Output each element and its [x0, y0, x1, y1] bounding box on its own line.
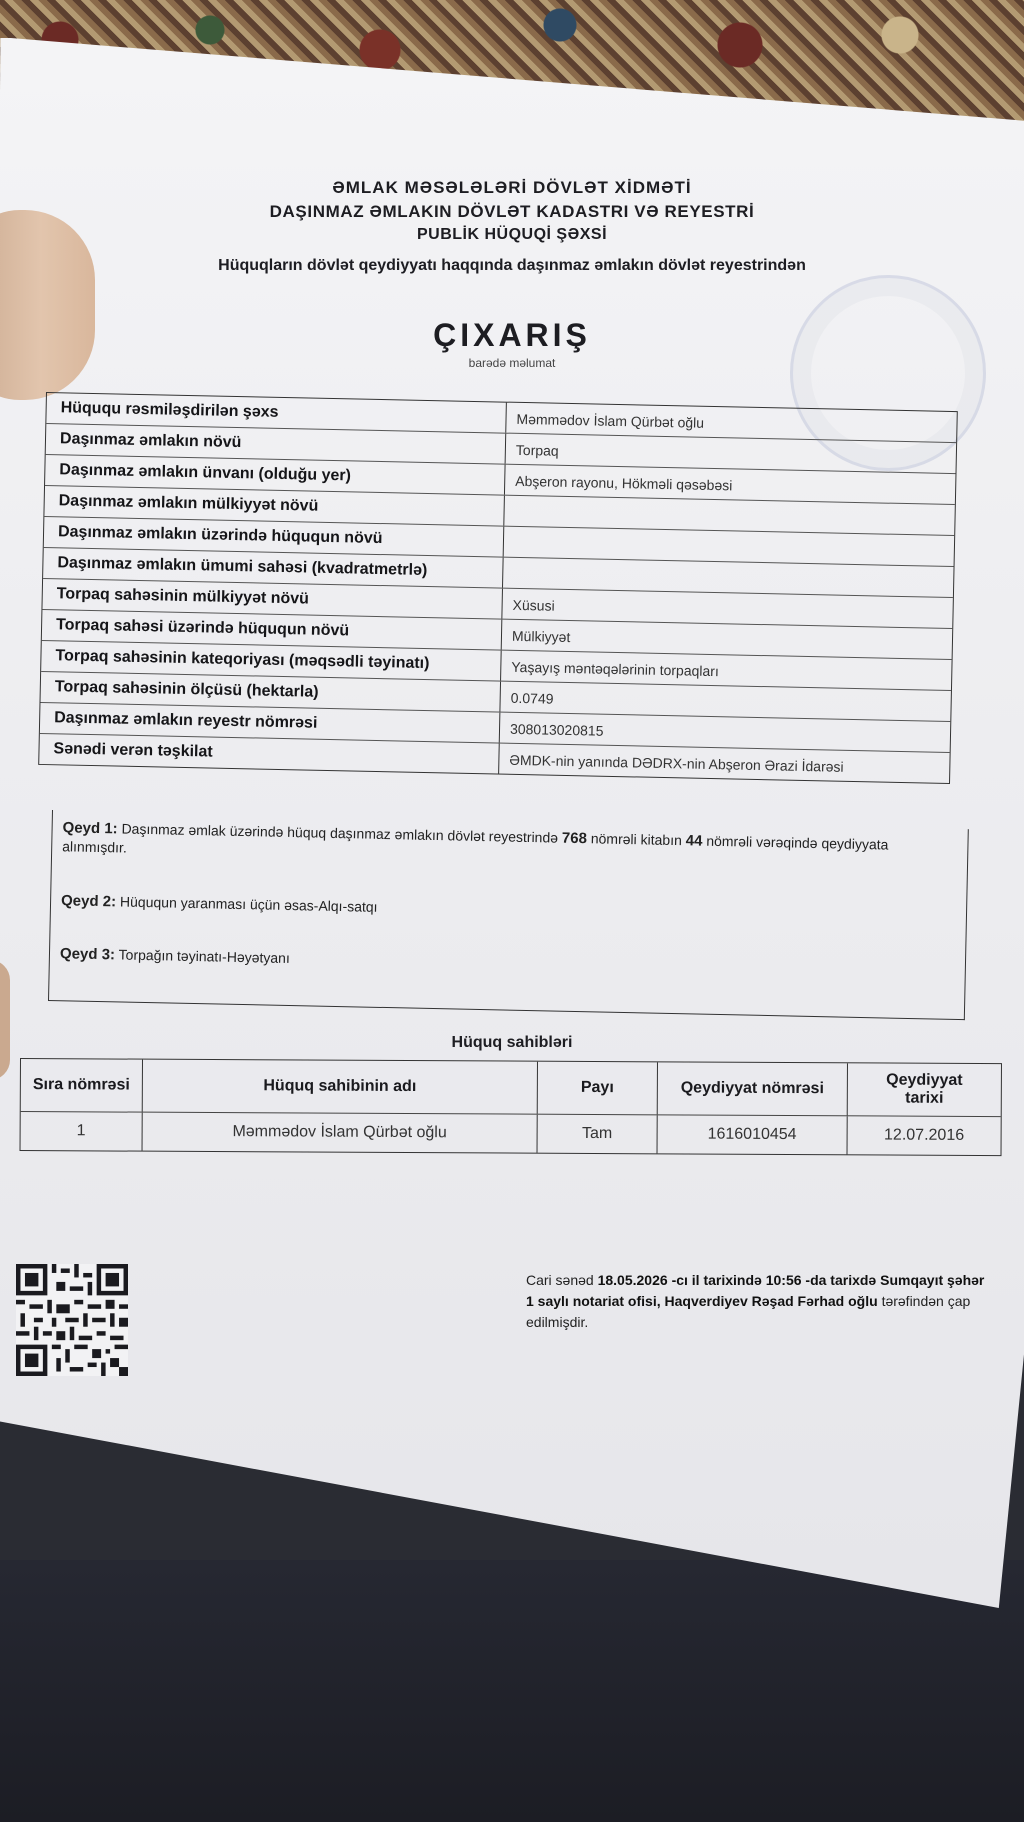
document-subtitle: Hüquqların dövlət qeydiyyatı haqqında daşınmaz əmlakın dövlət reyestrindən	[218, 257, 806, 274]
document-title-sub: barədə məlumat	[468, 356, 556, 370]
print-date: 18.05.2026	[597, 1272, 668, 1288]
print-info-d: tərəfindən çap edilmişdir.	[526, 1293, 971, 1330]
note-1-text-c: nömrəli	[706, 832, 753, 850]
record-value: 308013020815	[509, 720, 604, 739]
record-label: Daşınmaz əmlakın növü	[46, 424, 507, 464]
record-label: Daşınmaz əmlakın mülkiyyət növü	[44, 486, 505, 526]
record-value: ƏMDK-nin yanında DƏDRX-nin Abşeron Ərazi İdarəsi	[509, 751, 844, 775]
owners-cell: Məmmədov İslam Qürbət oğlu	[143, 1113, 538, 1153]
record-value: Mülkiyyət	[511, 627, 571, 646]
record-label: Daşınmaz əmlakın reyestr nömrəsi	[40, 703, 501, 743]
org-line-3: PUBLİK HÜQUQİ ŞƏXSİ	[416, 226, 608, 243]
org-line-1: ƏMLAK MƏSƏLƏLƏRİ DÖVLƏT XİDMƏTİ	[332, 178, 692, 197]
owners-cell: 1616010454	[658, 1115, 848, 1154]
owners-header-row	[21, 1059, 1001, 1117]
owners-header-cell: Payı	[538, 1062, 658, 1115]
print-time: 10:56	[765, 1272, 802, 1288]
owners-cell: Tam	[538, 1115, 658, 1154]
record-label: Torpaq sahəsi üzərində hüququn növü	[42, 610, 503, 650]
record-label: Sənədi verən təşkilat	[39, 734, 500, 774]
owners-header-cell: Qeydiyyat tarixi	[886, 1071, 963, 1107]
note-3	[60, 945, 290, 967]
note-1-book: 768	[561, 829, 588, 848]
note-2-text: Hüququn yaranması üçün əsas-Alqı-satqı	[119, 893, 378, 915]
qr-code-icon	[16, 1262, 128, 1378]
org-line-2: DAŞINMAZ ƏMLAKIN DÖVLƏT KADASTRI VƏ REYESTRİ	[269, 202, 755, 221]
owners-header-cell: Qeydiyyat nömrəsi	[658, 1062, 848, 1115]
record-label: Hüququ rəsmiləşdirilən şəxs	[46, 393, 507, 433]
notary-office: Sumqayıt şəhər 1 saylı notariat ofisi, Haqverdiyev Rəşad Fərhad oğlu	[526, 1272, 985, 1309]
owners-table	[20, 1058, 1002, 1156]
print-info-b: -cı il tarixində	[671, 1272, 762, 1288]
record-label: Torpaq sahəsinin ölçüsü (hektarla)	[41, 672, 502, 712]
record-value: Torpaq	[515, 441, 559, 459]
record-value: Xüsusi	[512, 596, 555, 614]
record-label: Daşınmaz əmlakın ünvanı (olduğu yer)	[45, 455, 506, 495]
owners-header-cell: Sıra nömrəsi	[21, 1059, 143, 1112]
property-record-table	[38, 392, 958, 784]
print-info-c: -da tarixdə	[805, 1272, 877, 1288]
record-value: Yaşayış məntəqələrinin torpaqları	[511, 658, 720, 680]
owners-title: Hüquq sahibləri	[451, 1034, 573, 1051]
notes-box	[48, 810, 969, 1020]
record-label: Daşınmaz əmlakın üzərində hüququn növü	[44, 517, 505, 557]
record-value: 0.0749	[510, 689, 554, 707]
note-1-page: 44	[685, 832, 703, 850]
note-1-text-d: vərəqində qeydiyyata alınmışdır.	[62, 833, 889, 856]
record-label: Torpaq sahəsinin kateqoriyası (məqsədli təyinatı)	[41, 641, 502, 681]
record-value: Məmmədov İslam Qürbət oğlu	[516, 410, 705, 431]
record-label: Torpaq sahəsinin mülkiyyət növü	[42, 579, 503, 619]
note-1-text-b: nömrəli kitabın	[590, 830, 683, 849]
owners-cell: 12.07.2016	[884, 1126, 965, 1144]
document-title: ÇIXARIŞ	[433, 317, 591, 353]
note-1-text-a: Daşınmaz əmlak üzərində hüquq daşınmaz əmlakın dövlət reyestrində	[121, 820, 559, 846]
note-1	[62, 818, 953, 874]
note-3-label: Qeyd 3:	[59, 945, 116, 964]
note-2	[61, 892, 378, 916]
record-label: Daşınmaz əmlakın ümumi sahəsi (kvadratmetrlə)	[43, 548, 504, 588]
owners-header-cell: Hüquq sahibinin adı	[143, 1060, 538, 1114]
note-3-text: Torpağın təyinatı-Həyətyanı	[118, 946, 291, 967]
print-info	[526, 1270, 986, 1333]
record-value: Abşeron rayonu, Hökməli qəsəbəsi	[515, 472, 733, 494]
table-row	[21, 1112, 1001, 1155]
print-info-a: Cari sənəd	[526, 1272, 594, 1288]
note-1-label: Qeyd 1:	[62, 819, 118, 838]
note-2-label: Qeyd 2:	[60, 892, 117, 911]
owners-cell: 1	[21, 1112, 143, 1151]
